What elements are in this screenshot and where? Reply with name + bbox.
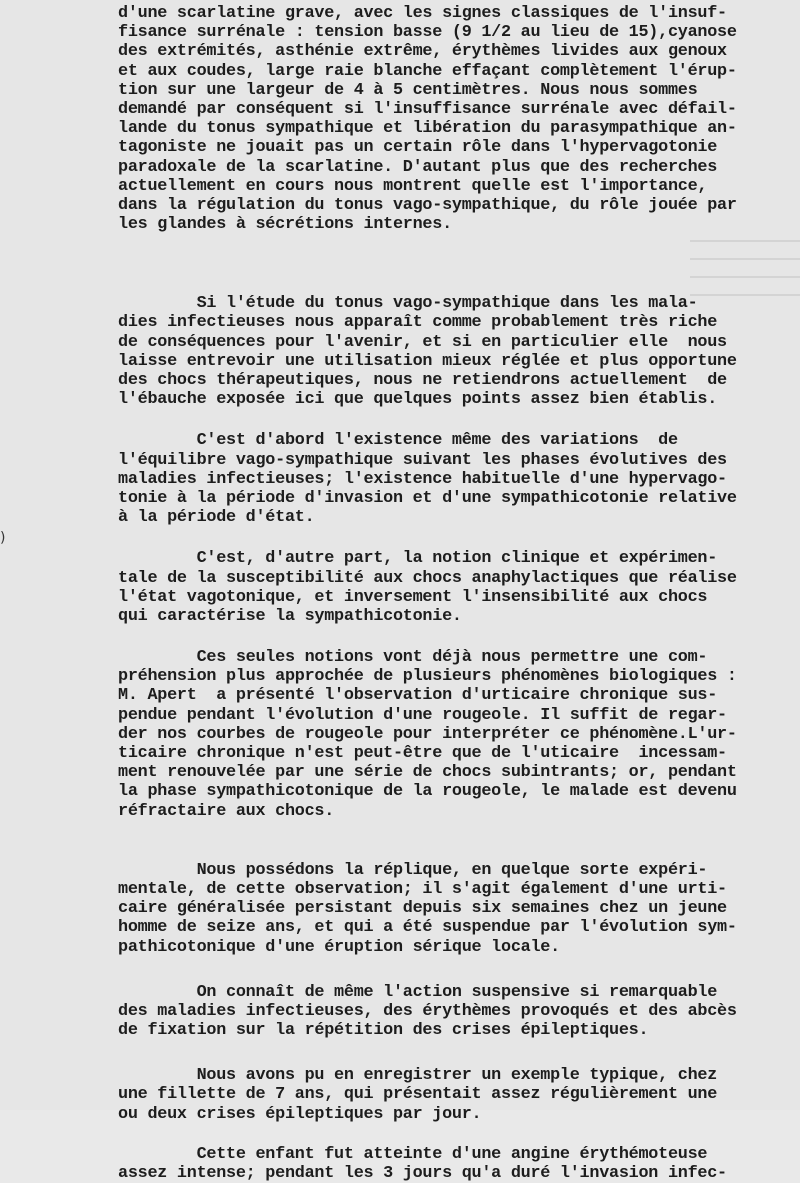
text-line: paradoxale de la scarlatine. D'autant plus que des recherches	[118, 157, 718, 177]
paragraph-spacer	[118, 1124, 778, 1145]
text-line: ment renouvelée par une série de chocs subintrants; or, pendant	[118, 763, 737, 783]
text-line: On connaît de même l'action suspensive si remarquable	[118, 982, 718, 1002]
text-line: les glandes à sécrétions internes.	[118, 215, 452, 235]
paragraph	[118, 648, 778, 821]
text-line: une fillette de 7 ans, qui présentait assez régulièrement une	[118, 1085, 718, 1105]
paragraph	[118, 549, 778, 626]
paragraph	[118, 861, 778, 957]
text-line: tagoniste ne jouait pas un certain rôle dans l'hypervagotonie	[118, 138, 718, 158]
margin-mark: )	[0, 530, 6, 546]
text-line: tonie à la période d'invasion et d'une sympathicotonie relative	[118, 488, 737, 508]
paragraph	[118, 1145, 778, 1183]
text-line: dans la régulation du tonus vago-sympathique, du rôle jouée par	[118, 195, 737, 215]
text-line: des maladies infectieuses, des érythèmes provoqués et des abcès	[118, 1001, 737, 1021]
text-line: des extrémités, asthénie extrême, érythèmes livides aux genoux	[118, 42, 727, 62]
text-line: qui caractérise la sympathicotonie.	[118, 606, 462, 626]
text-line: demandé par conséquent si l'insuffisance surrénale avec défail-	[118, 99, 737, 119]
text-line: M. Apert a présenté l'observation d'urticaire chronique sus-	[118, 686, 718, 706]
paragraph	[118, 4, 778, 234]
text-line: actuellement en cours nous montrent quelle est l'importance,	[118, 176, 708, 196]
text-line: la phase sympathicotonique de la rougeole, le malade est devenu	[118, 782, 737, 802]
text-line: tale de la susceptibilité aux chocs anaphylactiques que réalise	[118, 568, 737, 588]
paragraph	[118, 294, 778, 409]
text-line: mentale, de cette observation; il s'agit également d'une urti-	[118, 879, 727, 899]
text-line: et aux coudes, large raie blanche effaçant complètement l'érup-	[118, 61, 737, 81]
text-line: l'ébauche exposée ici que quelques points assez bien établis.	[118, 390, 718, 410]
paragraph-spacer	[118, 1040, 778, 1066]
text-line: l'équilibre vago-sympathique suivant les phases évolutives des	[118, 450, 727, 470]
text-line: ticaire chronique n'est peut-être que de l'uticaire incessam-	[118, 744, 727, 763]
text-line: Ces seules notions vont déjà nous permettre une com-	[118, 648, 708, 668]
text-line: l'état vagotonique, et inversement l'insensibilité aux chocs	[118, 587, 708, 607]
text-line: pathicotonique d'une éruption sérique locale.	[118, 937, 560, 957]
text-line: homme de seize ans, et qui a été suspendue par l'évolution sym-	[118, 918, 737, 938]
text-line: C'est d'abord l'existence même des variations de	[118, 431, 678, 451]
paragraph-spacer	[118, 957, 778, 983]
text-line: der nos courbes de rougeole pour interpréter ce phénomène.L'ur-	[118, 724, 737, 744]
text-line: Cette enfant fut atteinte d'une angine érythémoteuse	[118, 1144, 708, 1164]
paragraph-spacer	[118, 821, 778, 861]
paragraph-spacer	[118, 409, 778, 431]
text-line: réfractaire aux chocs.	[118, 801, 335, 821]
paragraph-spacer	[118, 234, 778, 294]
text-line: fisance surrénale : tension basse (9 1/2 au lieu de 15),cyanose	[118, 23, 737, 43]
typed-text-body	[118, 4, 778, 1183]
text-line: assez intense; pendant les 3 jours qu'a duré l'invasion infec-	[118, 1164, 727, 1183]
text-line: d'une scarlatine grave, avec les signes classiques de l'insuf-	[118, 4, 727, 23]
text-line: caire généralisée persistant depuis six semaines chez un jeune	[118, 899, 727, 919]
text-line: de fixation sur la répétition des crises épileptiques.	[118, 1021, 649, 1041]
text-line: à la période d'état.	[118, 508, 315, 528]
text-line: tion sur une largeur de 4 à 5 centimètres. Nous nous sommes	[118, 80, 698, 100]
text-line: pendue pendant l'évolution d'une rougeole. Il suffit de regar-	[118, 705, 727, 725]
paragraph	[118, 431, 778, 527]
text-line: ou deux crises épileptiques par jour.	[118, 1104, 482, 1124]
text-line: des chocs thérapeutiques, nous ne retiendrons actuellement de	[118, 371, 727, 390]
text-line: préhension plus approchée de plusieurs phénomènes biologiques :	[118, 667, 737, 687]
paragraph-spacer	[118, 626, 778, 648]
paragraph-spacer	[118, 527, 778, 549]
paragraph	[118, 983, 778, 1041]
text-line: C'est, d'autre part, la notion clinique et expérimen-	[118, 549, 718, 569]
text-line: de conséquences pour l'avenir, et si en particulier elle nous	[118, 332, 727, 352]
text-line: dies infectieuses nous apparaît comme probablement très riche	[118, 313, 718, 333]
text-line: maladies infectieuses; l'existence habituelle d'une hypervago-	[118, 469, 727, 489]
text-line: Nous possédons la réplique, en quelque sorte expéri-	[118, 860, 708, 880]
text-line: Nous avons pu en enregistrer un exemple typique, chez	[118, 1066, 718, 1086]
paragraph	[118, 1066, 778, 1124]
text-line: laisse entrevoir une utilisation mieux réglée et plus opportune	[118, 351, 737, 371]
text-line: lande du tonus sympathique et libération du parasympathique an-	[118, 119, 737, 139]
text-line: Si l'étude du tonus vago-sympathique dans les mala-	[118, 294, 698, 314]
